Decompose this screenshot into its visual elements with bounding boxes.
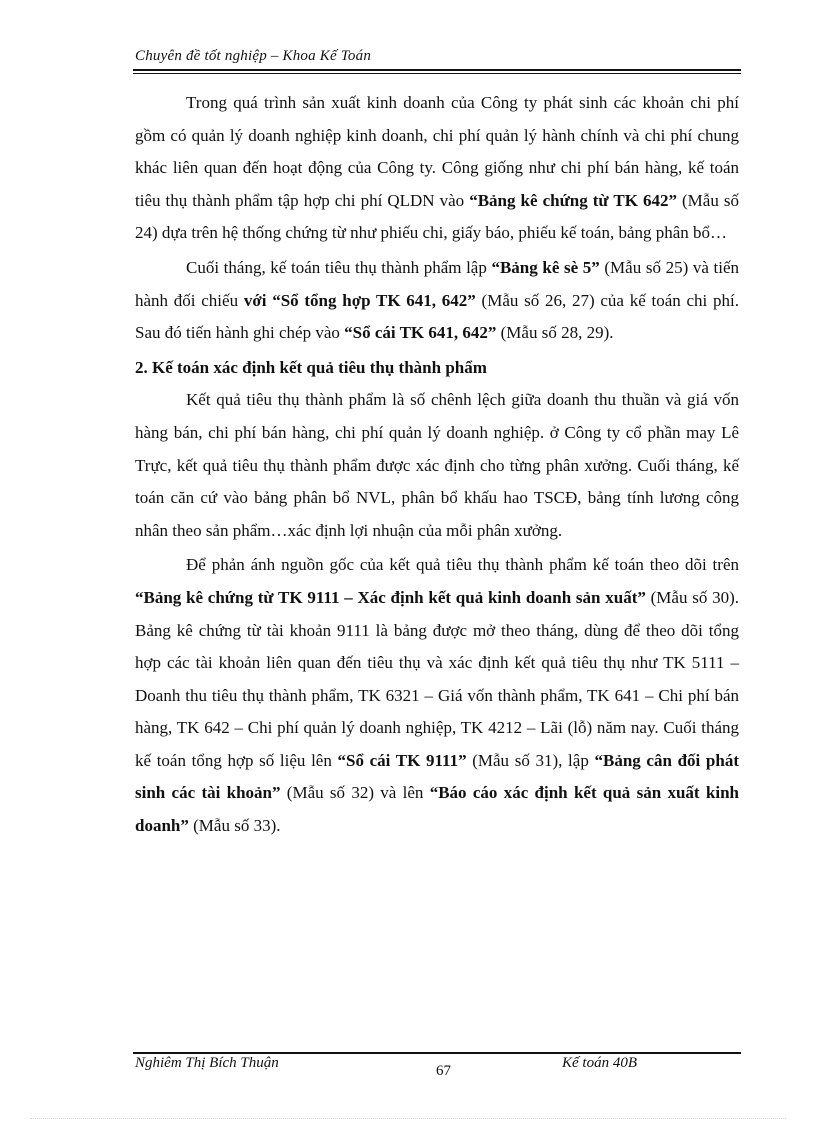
footer-author: Nghiêm Thị Bích Thuận — [135, 1055, 279, 1071]
page-number: 67 — [436, 1063, 451, 1079]
page-edge-divider — [30, 1118, 786, 1119]
paragraph-4 — [135, 549, 739, 842]
paragraph-1-text-end: (Mẫu số 24) dựa trên hệ thống chứng từ như phiếu chi, giấy báo, phiếu kế toán, bảng phân bổ… — [135, 190, 739, 243]
paragraph-2-ref-1: “Bảng kê sè 5” — [491, 257, 600, 277]
footer-rule — [133, 1052, 741, 1054]
paragraph-1-ref: “Bảng kê chứng từ TK 642” — [469, 190, 677, 210]
paragraph-4-ref-4: “Báo cáo xác định kết quả sản xuất kinh doanh” — [135, 783, 739, 836]
paragraph-4-text-end: (Mẫu số 33). — [188, 816, 281, 836]
paragraph-4-text-4: (Mẫu số 32) và lên — [280, 783, 430, 803]
paragraph-2-text-2: (Mẫu số 25) và tiến hành đối chiếu — [135, 257, 739, 310]
paragraph-4-text: Để phản ánh nguồn gốc của kết quả tiêu thụ thành phẩm kế toán theo dõi trên — [186, 555, 739, 575]
paragraph-4-text-3: (Mẫu số 31), lập — [466, 750, 595, 770]
header-rule — [133, 69, 741, 71]
header-rule-thin — [133, 73, 741, 74]
paragraph-2-text-end: (Mẫu số 28, 29). — [496, 323, 614, 343]
paragraph-2-ref-3: “Sổ cái TK 641, 642” — [344, 323, 497, 343]
paragraph-1 — [135, 87, 739, 250]
paragraph-4-ref-3: “Bảng cân đối phát sinh các tài khoản” — [135, 750, 739, 803]
paragraph-4-ref-1: “Bảng kê chứng từ TK 9111 – Xác định kết quả kinh doanh sản xuất” — [135, 587, 646, 607]
section-heading: 2. Kế toán xác định kết quả tiêu thụ thành phẩm — [135, 357, 487, 377]
paragraph-1-text: Trong quá trình sản xuất kinh doanh của Công ty phát sinh các khoản chi phí gồm có quản lý doanh nghiệp kinh doanh, chi phí quản lý hành chính và chi phí chung khác liên quan đến hoạt động của Công ty. Công giống như chi phí bán hàng, kế toán tiêu thụ thành phẩm tập hợp chi phí QLDN vào — [135, 93, 739, 210]
paragraph-2-ref-2: với “Sổ tổng hợp TK 641, 642” — [243, 290, 476, 310]
paragraph-2-text-3: (Mẫu số 26, 27) của kế toán chi phí. Sau đó tiến hành ghi chép vào — [135, 290, 739, 343]
paragraph-4-text-2: (Mẫu số 30). Bảng kê chứng từ tài khoản 9111 là bảng được mở theo tháng, dùng để theo dõi tổng hợp các tài khoản liên quan đến tiêu thụ và xác định kết quả tiêu thụ như TK 5111 – Doanh thu tiêu thụ thành phẩm, TK 6321 – Giá vốn thành phẩm, TK 641 – Chi phí bán hàng, TK 642 – Chi phí quản lý doanh nghiệp, TK 4212 – Lãi (lỗ) năm nay. Cuối tháng kế toán tổng hợp số liệu lên — [135, 587, 739, 770]
paragraph-4-ref-2: “Sổ cái TK 9111” — [337, 750, 467, 770]
paragraph-2 — [135, 252, 739, 350]
document-body — [135, 87, 739, 843]
paragraph-2-text: Cuối tháng, kế toán tiêu thụ thành phẩm lập — [186, 257, 492, 277]
paragraph-3: Kết quả tiêu thụ thành phẩm là số chênh lệch giữa doanh thu thuần và giá vốn hàng bán, chi phí bán hàng, chi phí quản lý doanh nghiệp. ở Công ty cổ phần may Lê Trực, kết quả tiêu thụ thành phẩm được xác định cho từng phân xưởng. Cuối tháng, kế toán căn cứ vào bảng phân bổ NVL, phân bổ khấu hao TSCĐ, bảng tính lương công nhân theo sản phẩm…xác định lợi nhuận của mỗi phân xưởng. — [135, 390, 739, 540]
footer-class: Kế toán 40B — [562, 1055, 637, 1071]
header-title: Chuyên đề tốt nghiệp – Khoa Kế Toán — [135, 48, 372, 64]
